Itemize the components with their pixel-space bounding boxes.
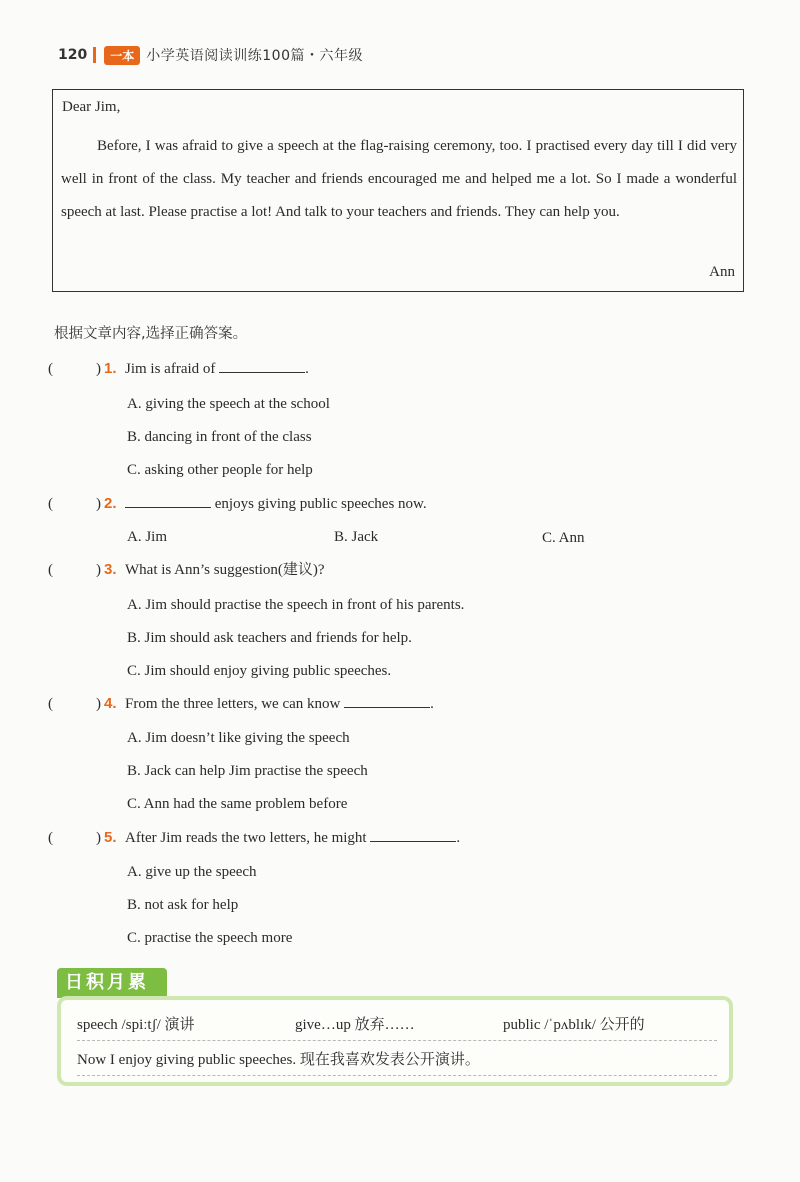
vocab-row-words [77,1012,717,1041]
answer-blank [125,493,211,508]
header-divider [93,47,96,63]
question-end: . [456,830,461,846]
brand-logo: 一本 [104,46,140,65]
option-4b: B. Jack can help Jim practise the speech [127,763,368,779]
answer-paren-left: ( [48,696,53,712]
question-text [125,692,434,716]
question-number: 2. [104,495,117,512]
question-3 [48,558,748,582]
question-number: 1. [104,360,117,377]
vocab-sentence: Now I enjoy giving public speeches. 现在我喜欢发表公开演讲。 [77,1052,480,1068]
vocab-row-sentence [77,1047,717,1076]
answer-paren-right: ) [96,696,101,712]
option-1a: A. giving the speech at the school [127,396,330,412]
vocab-item: speech /spiːtʃ/ 演讲 [77,1017,195,1033]
option-5a: A. give up the speech [127,864,257,880]
option-3c: C. Jim should enjoy giving public speeches. [127,663,392,679]
answer-blank [219,358,305,373]
option-2b: B. Jack [334,529,379,545]
vocab-item: public /ˈpʌblɪk/ 公开的 [503,1017,645,1033]
option-5b: B. not ask for help [127,897,239,913]
page-number: 120 [58,47,88,63]
question-number: 4. [104,695,117,712]
answer-blank [370,827,456,842]
option-1b: B. dancing in front of the class [127,429,312,445]
question-number: 3. [104,561,117,578]
answer-blank [344,693,430,708]
question-5 [48,826,748,850]
answer-paren-left: ( [48,562,53,578]
question-2 [48,492,748,516]
option-3a: A. Jim should practise the speech in front of his parents. [127,597,465,613]
vocab-tab-title: 日积月累 [57,968,167,998]
option-1c: C. asking other people for help [127,462,313,478]
option-2c: C. Ann [542,530,585,546]
option-5c: C. practise the speech more [127,930,293,946]
question-stem: From the three letters, we can know [125,696,341,712]
option-4c: C. Ann had the same problem before [127,796,348,812]
page-header [58,44,363,66]
option-3b: B. Jim should ask teachers and friends for help. [127,630,412,646]
letter-body: Before, I was afraid to give a speech at the flag-raising ceremony, too. I practised every day till I did very well in front of the class. My teacher and friends encouraged me and helped me a lot. So I made a wonderful speech at last. Please practise a lot! And talk to your teachers and friends. They can help you. [61,138,737,220]
answer-paren-left: ( [48,361,53,377]
instruction: 根据文章内容,选择正确答案。 [54,326,248,342]
answer-paren-left: ( [48,830,53,846]
question-number: 5. [104,829,117,846]
question-text [125,492,427,516]
question-end: . [305,361,309,377]
answer-paren-right: ) [96,562,101,578]
letter-signature: Ann [709,264,735,280]
letter-greeting: Dear Jim, [62,99,121,115]
question-stem: After Jim reads the two letters, he might [125,830,367,846]
answer-paren-right: ) [96,361,101,377]
answer-paren-right: ) [96,496,101,512]
option-4a: A. Jim doesn’t like giving the speech [127,730,350,746]
question-stem: Jim is afraid of [125,361,216,377]
letter-box [52,89,744,292]
book-title: 小学英语阅读训练100篇・六年级 [146,48,363,64]
question-text [125,357,309,381]
answer-paren-right: ) [96,830,101,846]
question-stem: enjoys giving public speeches now. [214,496,427,512]
question-1 [48,357,748,381]
vocab-box [57,996,733,1086]
vocab-item: give…up 放弃…… [295,1017,415,1033]
option-2a: A. Jim [127,529,168,545]
question-text: What is Ann’s suggestion(建议)? [125,562,325,578]
question-end: . [430,696,434,712]
answer-paren-left: ( [48,496,53,512]
question-4 [48,692,748,716]
question-text [125,826,460,850]
